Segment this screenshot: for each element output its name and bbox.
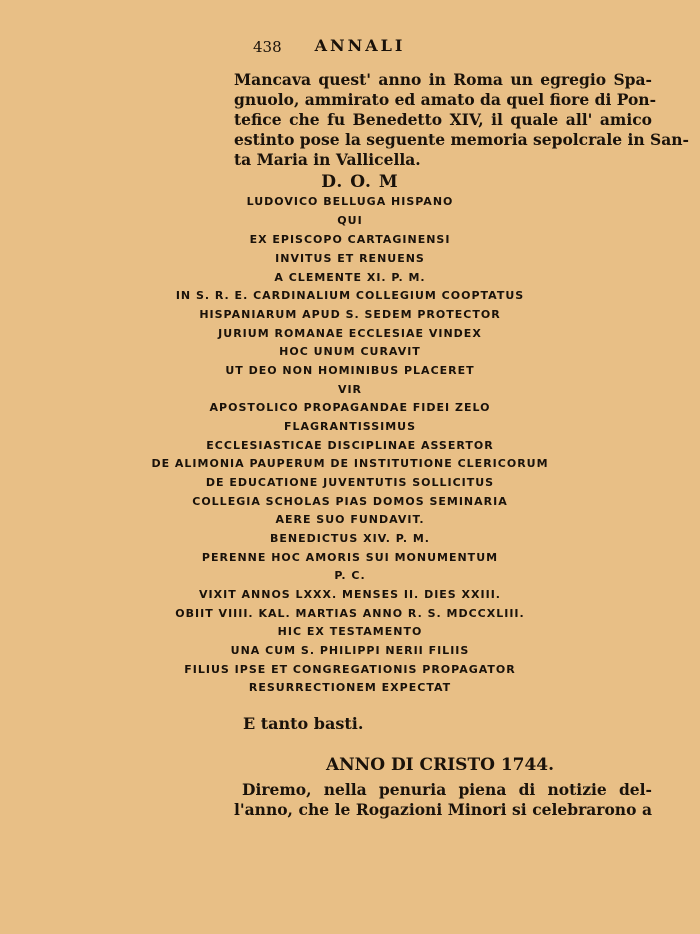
inscription-line: QUI xyxy=(337,214,363,227)
running-title: ANNALI xyxy=(314,36,406,55)
inscription-line: INVITUS ET RENUENS xyxy=(275,252,425,265)
inscription-line: OBIIT VIIII. KAL. MARTIAS ANNO R. S. MDCCXLIII. xyxy=(175,607,525,620)
text-line: Diremo, nella penuria piena di notizie del- xyxy=(242,780,652,799)
inscription-line: LUDOVICO BELLUGA HISPANO xyxy=(246,195,454,208)
intro-paragraph xyxy=(234,70,689,170)
inscription-line: BENEDICTUS XIV. P. M. xyxy=(270,532,430,545)
inscription-line: P. C. xyxy=(334,569,366,582)
text-line: ta Maria in Vallicella. xyxy=(234,150,421,169)
inscription-line: FILIUS IPSE ET CONGREGATIONIS PROPAGATOR xyxy=(184,663,516,676)
text-line: gnuolo, ammirato ed amato da quel fiore di Pon- xyxy=(234,90,657,109)
inscription-line: HISPANIARUM APUD S. SEDEM PROTECTOR xyxy=(199,308,501,321)
text-line: Mancava quest' anno in Roma un egregio Spa- xyxy=(234,70,652,89)
page-number: 438 xyxy=(253,38,282,56)
page-header xyxy=(0,36,700,58)
inscription-line: RESURRECTIONEM EXPECTAT xyxy=(248,681,452,694)
inscription-line: PERENNE HOC AMORIS SUI MONUMENTUM xyxy=(201,551,499,564)
inscription-line: APOSTOLICO PROPAGANDAE FIDEI ZELO xyxy=(209,401,491,414)
inscription-heading: D. O. M xyxy=(321,172,399,192)
final-paragraph xyxy=(234,780,652,820)
inscription-line: VIXIT ANNOS LXXX. MENSES II. DIES XXIII. xyxy=(199,588,501,601)
inscription-line: HIC EX TESTAMENTO xyxy=(277,625,423,638)
inscription-line: JURIUM ROMANAE ECCLESIAE VINDEX xyxy=(218,327,482,340)
text-line: l'anno, che le Rogazioni Minori si celebrarono a xyxy=(234,800,652,819)
inscription-line: EX EPISCOPO CARTAGINENSI xyxy=(249,233,451,246)
inscription-line: VIR xyxy=(337,383,363,396)
inscription-line: DE EDUCATIONE JUVENTUTIS SOLLICITUS xyxy=(205,476,495,489)
year-heading: ANNO DI CRISTO 1744. xyxy=(325,755,555,775)
inscription-line: UT DEO NON HOMINIBUS PLACERET xyxy=(225,364,475,377)
inscription-line: DE ALIMONIA PAUPERUM DE INSTITUTIONE CLERICORUM xyxy=(151,457,549,470)
text-line: tefice che fu Benedetto XIV, il quale all' amico xyxy=(234,110,652,129)
inscription-line: UNA CUM S. PHILIPPI NERII FILIIS xyxy=(230,644,470,657)
inscription-line: A CLEMENTE XI. P. M. xyxy=(274,271,426,284)
inscription-line: FLAGRANTISSIMUS xyxy=(283,420,417,433)
inscription-line: COLLEGIA SCHOLAS PIAS DOMOS SEMINARIA xyxy=(192,495,508,508)
inscription-line: IN S. R. E. CARDINALIUM COLLEGIUM COOPTATUS xyxy=(175,289,525,302)
inscription-line: AERE SUO FUNDAVIT. xyxy=(275,513,425,526)
closing-remark: E tanto basti. xyxy=(243,714,364,733)
inscription-line: HOC UNUM CURAVIT xyxy=(279,345,421,358)
text-line: estinto pose la seguente memoria sepolcrale in San- xyxy=(234,130,689,149)
inscription-line: ECCLESIASTICAE DISCIPLINAE ASSERTOR xyxy=(206,439,494,452)
